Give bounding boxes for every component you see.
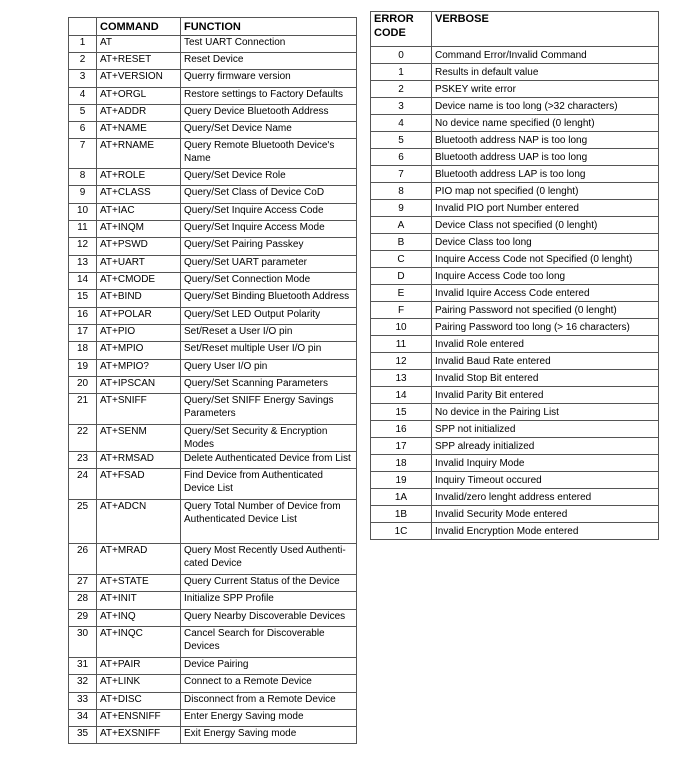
command-row: [69, 544, 357, 575]
command-name: AT+PIO: [97, 325, 181, 342]
error-verbose: Device Class too long: [432, 234, 659, 251]
command-function: Query/Set Security & Encryption Modes: [181, 425, 357, 452]
command-name: AT+FSAD: [97, 469, 181, 500]
command-function: Query/Set UART parameter: [181, 256, 357, 273]
error-code: F: [371, 302, 432, 319]
command-name: AT+IPSCAN: [97, 377, 181, 394]
command-row: [69, 139, 357, 169]
command-number: 34: [69, 710, 97, 727]
error-row: [371, 523, 659, 540]
error-row: [371, 98, 659, 115]
command-function: Cancel Search for Discoverable Devices: [181, 627, 357, 658]
error-row: [371, 217, 659, 234]
command-row: [69, 290, 357, 308]
command-number: 14: [69, 273, 97, 290]
command-function: Set/Reset a User I/O pin: [181, 325, 357, 342]
error-code: E: [371, 285, 432, 302]
error-verbose: Invalid Stop Bit entered: [432, 370, 659, 387]
error-row: [371, 489, 659, 506]
command-function: Querry firmware version: [181, 70, 357, 88]
command-row: [69, 273, 357, 290]
error-code: D: [371, 268, 432, 285]
error-row: [371, 268, 659, 285]
command-function: Test UART Connection: [181, 36, 357, 53]
error-verbose: No device in the Pairing List: [432, 404, 659, 421]
command-name: AT+STATE: [97, 575, 181, 592]
error-row: [371, 319, 659, 336]
error-verbose: Invalid PIO port Number entered: [432, 200, 659, 217]
command-number: 29: [69, 610, 97, 627]
command-number: 23: [69, 452, 97, 469]
command-name: AT+PAIR: [97, 658, 181, 675]
command-column-header: COMMAND: [97, 18, 181, 36]
command-function: Query/Set Inquire Access Mode: [181, 221, 357, 238]
command-row: [69, 469, 357, 500]
command-function: Query/Set Binding Bluetooth Address: [181, 290, 357, 308]
error-verbose: SPP not initialized: [432, 421, 659, 438]
error-row: [371, 64, 659, 81]
command-function: Exit Energy Saving mode: [181, 727, 357, 744]
command-function: Query User I/O pin: [181, 360, 357, 377]
error-table-body: [371, 47, 659, 540]
error-verbose: Results in default value: [432, 64, 659, 81]
command-name: AT+MRAD: [97, 544, 181, 575]
command-row: [69, 575, 357, 592]
command-number: 5: [69, 105, 97, 122]
command-function: Find Device from Authenticated Device List: [181, 469, 357, 500]
command-name: AT+CMODE: [97, 273, 181, 290]
command-row: [69, 122, 357, 139]
command-row: [69, 70, 357, 88]
command-name: AT+RMSAD: [97, 452, 181, 469]
error-row: [371, 132, 659, 149]
command-number: 15: [69, 290, 97, 308]
function-column-header: FUNCTION: [181, 18, 357, 36]
command-name: AT+INQ: [97, 610, 181, 627]
command-function: Query/Set Inquire Access Code: [181, 204, 357, 221]
command-number: 27: [69, 575, 97, 592]
error-code: A: [371, 217, 432, 234]
error-verbose: No device name specified (0 lenght): [432, 115, 659, 132]
command-function: Device Pairing: [181, 658, 357, 675]
error-code: 1B: [371, 506, 432, 523]
error-row: [371, 302, 659, 319]
error-code: 17: [371, 438, 432, 455]
command-row: [69, 500, 357, 544]
command-number: 10: [69, 204, 97, 221]
error-code: 3: [371, 98, 432, 115]
command-number: 20: [69, 377, 97, 394]
command-number: 35: [69, 727, 97, 744]
command-number: 28: [69, 592, 97, 610]
command-number: 22: [69, 425, 97, 452]
error-verbose: Device name is too long (>32 characters): [432, 98, 659, 115]
command-number: 19: [69, 360, 97, 377]
error-row: [371, 47, 659, 64]
command-function: Query/Set Scanning Parameters: [181, 377, 357, 394]
error-verbose: Bluetooth address LAP is too long: [432, 166, 659, 183]
command-name: AT+BIND: [97, 290, 181, 308]
command-row: [69, 610, 357, 627]
error-code: 6: [371, 149, 432, 166]
command-number: 13: [69, 256, 97, 273]
error-row: [371, 166, 659, 183]
command-function: Query/Set Pairing Passkey: [181, 238, 357, 256]
command-row: [69, 88, 357, 105]
command-row: [69, 627, 357, 658]
error-verbose: Inquire Access Code too long: [432, 268, 659, 285]
error-code: B: [371, 234, 432, 251]
error-code: 9: [371, 200, 432, 217]
error-code: 19: [371, 472, 432, 489]
command-row: [69, 710, 357, 727]
command-function: Restore settings to Factory Defaults: [181, 88, 357, 105]
command-function: Enter Energy Saving mode: [181, 710, 357, 727]
command-row: [69, 727, 357, 744]
error-verbose: SPP already initialized: [432, 438, 659, 455]
error-code: 1C: [371, 523, 432, 540]
error-code-table: [370, 11, 659, 540]
command-name: AT+INIT: [97, 592, 181, 610]
command-number: 2: [69, 53, 97, 70]
command-row: [69, 169, 357, 186]
command-number: 26: [69, 544, 97, 575]
error-row: [371, 183, 659, 200]
command-function: Query Nearby Discoverable Devices: [181, 610, 357, 627]
error-code: 12: [371, 353, 432, 370]
error-verbose: Bluetooth address NAP is too long: [432, 132, 659, 149]
error-code: 1: [371, 64, 432, 81]
error-code: 7: [371, 166, 432, 183]
command-row: [69, 105, 357, 122]
error-code: 11: [371, 336, 432, 353]
error-verbose: Command Error/Invalid Command: [432, 47, 659, 64]
command-name: AT+IAC: [97, 204, 181, 221]
error-row: [371, 370, 659, 387]
command-row: [69, 221, 357, 238]
error-code: 10: [371, 319, 432, 336]
error-verbose: Pairing Password too long (> 16 characters): [432, 319, 659, 336]
command-function: Query/Set LED Output Polarity: [181, 308, 357, 325]
command-name: AT+MPIO: [97, 342, 181, 360]
command-number: 24: [69, 469, 97, 500]
command-row: [69, 658, 357, 675]
command-number: 25: [69, 500, 97, 544]
command-row: [69, 342, 357, 360]
command-name: AT+UART: [97, 256, 181, 273]
command-name: AT+POLAR: [97, 308, 181, 325]
error-code: 4: [371, 115, 432, 132]
error-row: [371, 438, 659, 455]
command-row: [69, 693, 357, 710]
command-row: [69, 394, 357, 425]
error-code: C: [371, 251, 432, 268]
error-verbose: Device Class not specified (0 lenght): [432, 217, 659, 234]
error-row: [371, 251, 659, 268]
command-row: [69, 360, 357, 377]
error-row: [371, 387, 659, 404]
command-row: [69, 377, 357, 394]
error-row: [371, 421, 659, 438]
command-number: 6: [69, 122, 97, 139]
command-name: AT+MPIO?: [97, 360, 181, 377]
error-row: [371, 285, 659, 302]
error-row: [371, 353, 659, 370]
error-verbose: Invalid Parity Bit entered: [432, 387, 659, 404]
verbose-column-header: VERBOSE: [432, 12, 659, 47]
command-function: Set/Reset multiple User I/O pin: [181, 342, 357, 360]
error-verbose: Invalid Baud Rate entered: [432, 353, 659, 370]
command-number: 7: [69, 139, 97, 169]
command-row: [69, 238, 357, 256]
command-name: AT+VERSION: [97, 70, 181, 88]
error-verbose: Invalid Role entered: [432, 336, 659, 353]
command-function: Query/Set SNIFF Energy Savings Parameters: [181, 394, 357, 425]
command-name: AT+LINK: [97, 675, 181, 693]
error-verbose: Invalid Security Mode entered: [432, 506, 659, 523]
error-row: [371, 472, 659, 489]
error-code: 8: [371, 183, 432, 200]
error-code: 5: [371, 132, 432, 149]
command-row: [69, 186, 357, 204]
command-function: Query Most Recently Used Authenti-cated Device: [181, 544, 357, 575]
command-number: 1: [69, 36, 97, 53]
command-function: Query Remote Bluetooth Device's Name: [181, 139, 357, 169]
error-code: 16: [371, 421, 432, 438]
command-row: [69, 53, 357, 70]
command-function: Query Current Status of the Device: [181, 575, 357, 592]
error-code-header-label: ERROR CODE: [374, 13, 414, 39]
command-row: [69, 592, 357, 610]
error-verbose: Invalid/zero lenght address entered: [432, 489, 659, 506]
error-verbose: Bluetooth address UAP is too long: [432, 149, 659, 166]
error-code: 13: [371, 370, 432, 387]
error-code: 0: [371, 47, 432, 64]
command-table: [68, 17, 357, 744]
command-name: AT+CLASS: [97, 186, 181, 204]
command-number: 3: [69, 70, 97, 88]
error-code: 15: [371, 404, 432, 421]
command-number: 18: [69, 342, 97, 360]
command-number: 17: [69, 325, 97, 342]
command-name: AT+ADDR: [97, 105, 181, 122]
command-function: Query/Set Connection Mode: [181, 273, 357, 290]
command-row: [69, 452, 357, 469]
command-number: 9: [69, 186, 97, 204]
error-code: 14: [371, 387, 432, 404]
command-number: 12: [69, 238, 97, 256]
error-row: [371, 506, 659, 523]
number-column-header: [69, 18, 97, 36]
command-number: 33: [69, 693, 97, 710]
command-table-body: [69, 36, 357, 744]
command-name: AT+PSWD: [97, 238, 181, 256]
command-function: Disconnect from a Remote Device: [181, 693, 357, 710]
command-name: AT+INQC: [97, 627, 181, 658]
command-name: AT+DISC: [97, 693, 181, 710]
error-row: [371, 336, 659, 353]
command-number: 31: [69, 658, 97, 675]
error-verbose: Invalid Encryption Mode entered: [432, 523, 659, 540]
error-verbose: PIO map not specified (0 lenght): [432, 183, 659, 200]
command-name: AT+EXSNIFF: [97, 727, 181, 744]
error-verbose: Pairing Password not specified (0 lenght): [432, 302, 659, 319]
command-function: Reset Device: [181, 53, 357, 70]
error-row: [371, 115, 659, 132]
command-function: Query/Set Class of Device CoD: [181, 186, 357, 204]
error-code-column-header: [371, 12, 432, 47]
command-row: [69, 425, 357, 452]
error-code: 1A: [371, 489, 432, 506]
error-row: [371, 200, 659, 217]
command-row: [69, 308, 357, 325]
command-name: AT: [97, 36, 181, 53]
command-number: 32: [69, 675, 97, 693]
error-verbose: Inquiry Timeout occured: [432, 472, 659, 489]
command-table-header: [69, 18, 357, 36]
command-name: AT+INQM: [97, 221, 181, 238]
command-function: Query/Set Device Role: [181, 169, 357, 186]
command-number: 16: [69, 308, 97, 325]
error-table-header: [371, 12, 659, 47]
command-name: AT+ORGL: [97, 88, 181, 105]
command-name: AT+ROLE: [97, 169, 181, 186]
command-row: [69, 325, 357, 342]
command-row: [69, 204, 357, 221]
command-function: Query/Set Device Name: [181, 122, 357, 139]
command-name: AT+RESET: [97, 53, 181, 70]
command-row: [69, 675, 357, 693]
command-name: AT+ENSNIFF: [97, 710, 181, 727]
command-function: Query Device Bluetooth Address: [181, 105, 357, 122]
error-row: [371, 455, 659, 472]
command-number: 4: [69, 88, 97, 105]
command-function: Query Total Number of Device from Authenticated Device List: [181, 500, 357, 544]
command-function: Initialize SPP Profile: [181, 592, 357, 610]
command-number: 8: [69, 169, 97, 186]
command-name: AT+RNAME: [97, 139, 181, 169]
command-number: 11: [69, 221, 97, 238]
command-name: AT+SNIFF: [97, 394, 181, 425]
command-function: Connect to a Remote Device: [181, 675, 357, 693]
error-row: [371, 404, 659, 421]
error-row: [371, 234, 659, 251]
error-row: [371, 81, 659, 98]
error-row: [371, 149, 659, 166]
command-number: 21: [69, 394, 97, 425]
error-verbose: Invalid Iquire Access Code entered: [432, 285, 659, 302]
error-code: 18: [371, 455, 432, 472]
command-row: [69, 36, 357, 53]
command-name: AT+SENM: [97, 425, 181, 452]
error-verbose: Invalid Inquiry Mode: [432, 455, 659, 472]
error-verbose: Inquire Access Code not Specified (0 lenght): [432, 251, 659, 268]
error-verbose: PSKEY write error: [432, 81, 659, 98]
command-name: AT+ADCN: [97, 500, 181, 544]
command-row: [69, 256, 357, 273]
command-function: Delete Authenticated Device from List: [181, 452, 357, 469]
error-code: 2: [371, 81, 432, 98]
command-number: 30: [69, 627, 97, 658]
command-name: AT+NAME: [97, 122, 181, 139]
